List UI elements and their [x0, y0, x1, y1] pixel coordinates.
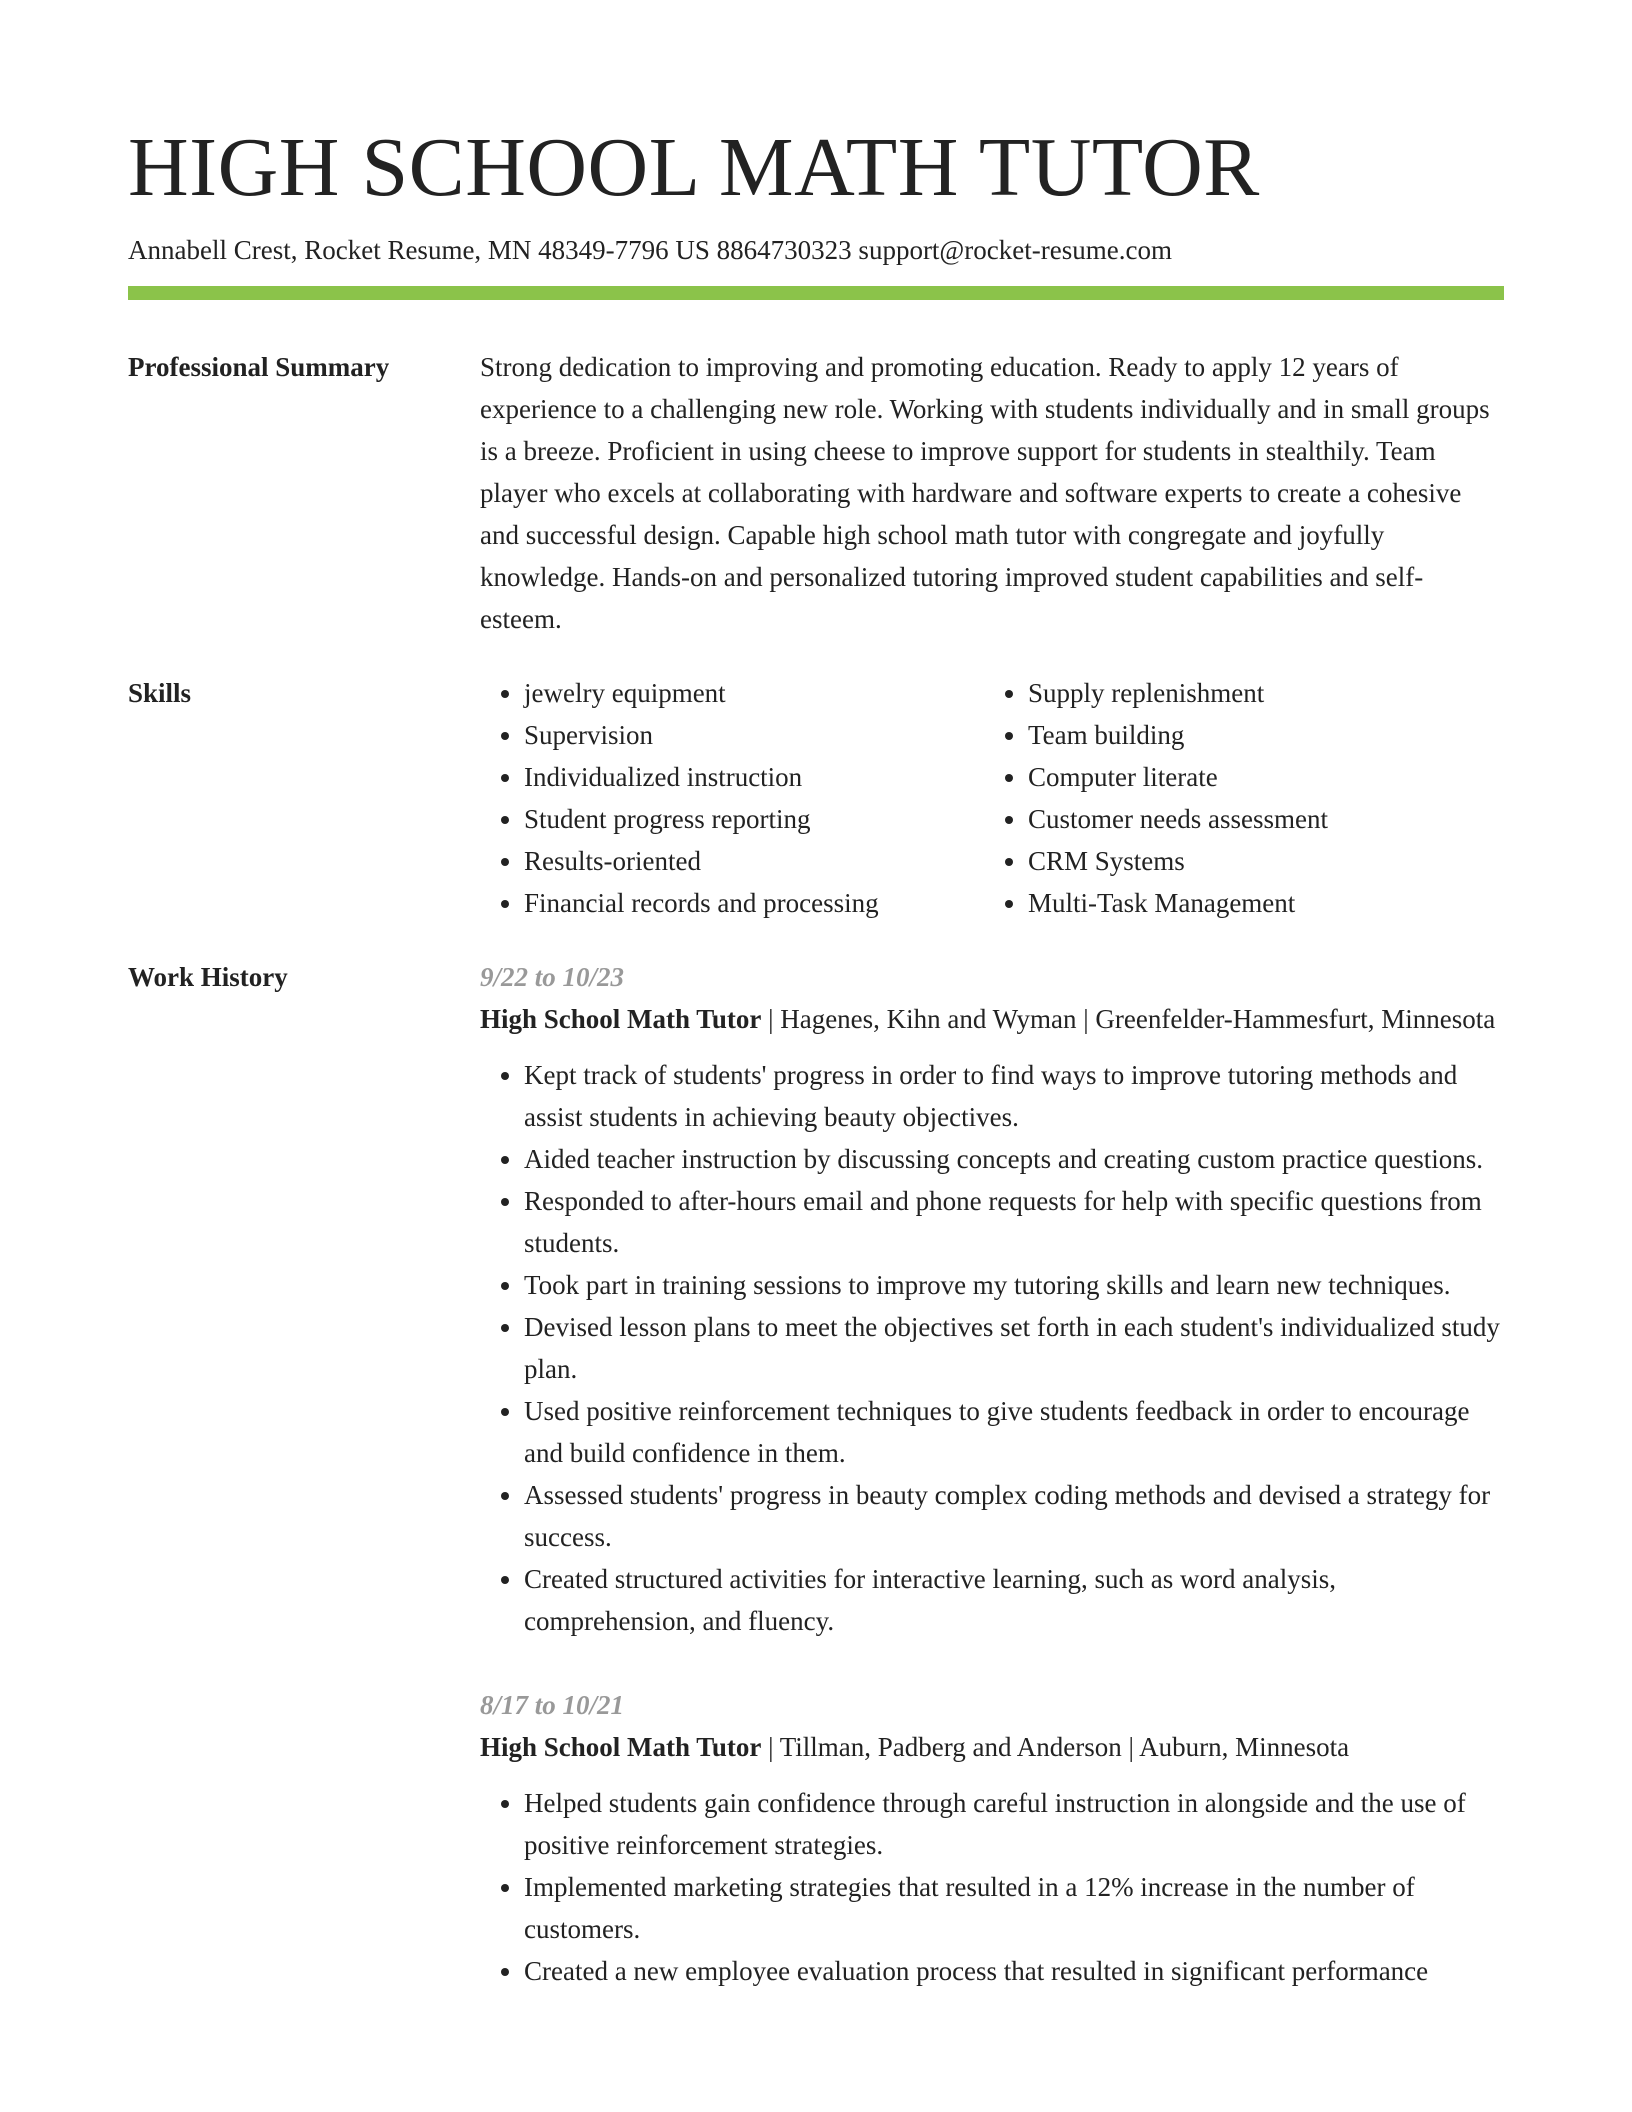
section-label-work-history: Work History [128, 962, 288, 992]
summary-text: Strong dedication to improving and promoting education. Ready to apply 12 years of experience to a challenging new role. Working with students individually and in small groups is a breeze. Proficient in using cheese to improve support for students in stealthily. Team player who excels at collaborating with hardware and software experts to create a cohesive and successful design. Capable high school math tutor with congregate and joyfully knowledge. Hands-on and personalized tutoring improved student capabilities and self-esteem. [480, 352, 1490, 634]
job-employer-location: | Tillman, Padberg and Anderson | Auburn, Minnesota [761, 1732, 1350, 1762]
skill-item: • Individualized instruction [524, 756, 984, 798]
job-title: High School Math Tutor [480, 1732, 762, 1762]
skill-item: • jewelry equipment [524, 672, 984, 714]
skill-item: • Multi-Task Management [1028, 882, 1488, 924]
skills-list-right [984, 672, 1488, 924]
job-bullet: • Helped students gain confidence through careful instruction in alongside and the use of positive reinforcement strategies. [524, 1782, 1504, 1866]
skills-list-left [480, 672, 984, 924]
job-dates: 9/22 to 10/23 [480, 962, 625, 992]
skills-columns [480, 672, 1504, 924]
job-entry [480, 1684, 1504, 1992]
skill-item: • Student progress reporting [524, 798, 984, 840]
job-employer-location: | Hagenes, Kihn and Wyman | Greenfelder-Hammesfurt, Minnesota [761, 1004, 1496, 1034]
job-title-line [480, 1726, 1504, 1768]
skill-item: • Team building [1028, 714, 1488, 756]
skill-item: • Supervision [524, 714, 984, 756]
section-label-summary: Professional Summary [128, 352, 390, 382]
skill-item: • Financial records and processing [524, 882, 984, 924]
skill-item: • CRM Systems [1028, 840, 1488, 882]
job-bullet: • Kept track of students' progress in order to find ways to improve tutoring methods and assist students in achieving beauty objectives. [524, 1054, 1504, 1138]
job-bullet: • Created structured activities for interactive learning, such as word analysis, comprehension, and fluency. [524, 1558, 1504, 1642]
job-bullet: • Assessed students' progress in beauty complex coding methods and devised a strategy for success. [524, 1474, 1504, 1558]
header-divider [128, 286, 1504, 300]
job-title-line [480, 998, 1504, 1040]
job-bullet: • Responded to after-hours email and phone requests for help with specific questions from students. [524, 1180, 1504, 1264]
skills-body [480, 672, 1504, 924]
skill-item: • Computer literate [1028, 756, 1488, 798]
skill-item: • Supply replenishment [1028, 672, 1488, 714]
job-bullet: • Devised lesson plans to meet the objectives set forth in each student's individualized study plan. [524, 1306, 1504, 1390]
work-history-body [480, 956, 1504, 1992]
job-bullets [480, 1782, 1504, 1992]
section-label-skills: Skills [128, 678, 192, 708]
job-entry [480, 956, 1504, 1642]
job-bullet: • Aided teacher instruction by discussing concepts and creating custom practice questions. [524, 1138, 1504, 1180]
job-bullet: • Used positive reinforcement techniques to give students feedback in order to encourage and build confidence in them. [524, 1390, 1504, 1474]
skill-item: • Results-oriented [524, 840, 984, 882]
job-dates: 8/17 to 10/21 [480, 1690, 625, 1720]
job-bullet: • Implemented marketing strategies that resulted in a 12% increase in the number of customers. [524, 1866, 1504, 1950]
resume-name: HIGH SCHOOL MATH TUTOR [128, 121, 1260, 214]
summary-body [480, 346, 1504, 640]
job-bullets [480, 1054, 1504, 1642]
job-bullet: • Took part in training sessions to improve my tutoring skills and learn new techniques. [524, 1264, 1504, 1306]
contact-info: Annabell Crest, Rocket Resume, MN 48349-7796 US 8864730323 support@rocket-resume.com [128, 235, 1172, 265]
job-title: High School Math Tutor [480, 1004, 762, 1034]
skill-item: • Customer needs assessment [1028, 798, 1488, 840]
job-bullet: • Created a new employee evaluation process that resulted in significant performance [524, 1950, 1504, 1992]
